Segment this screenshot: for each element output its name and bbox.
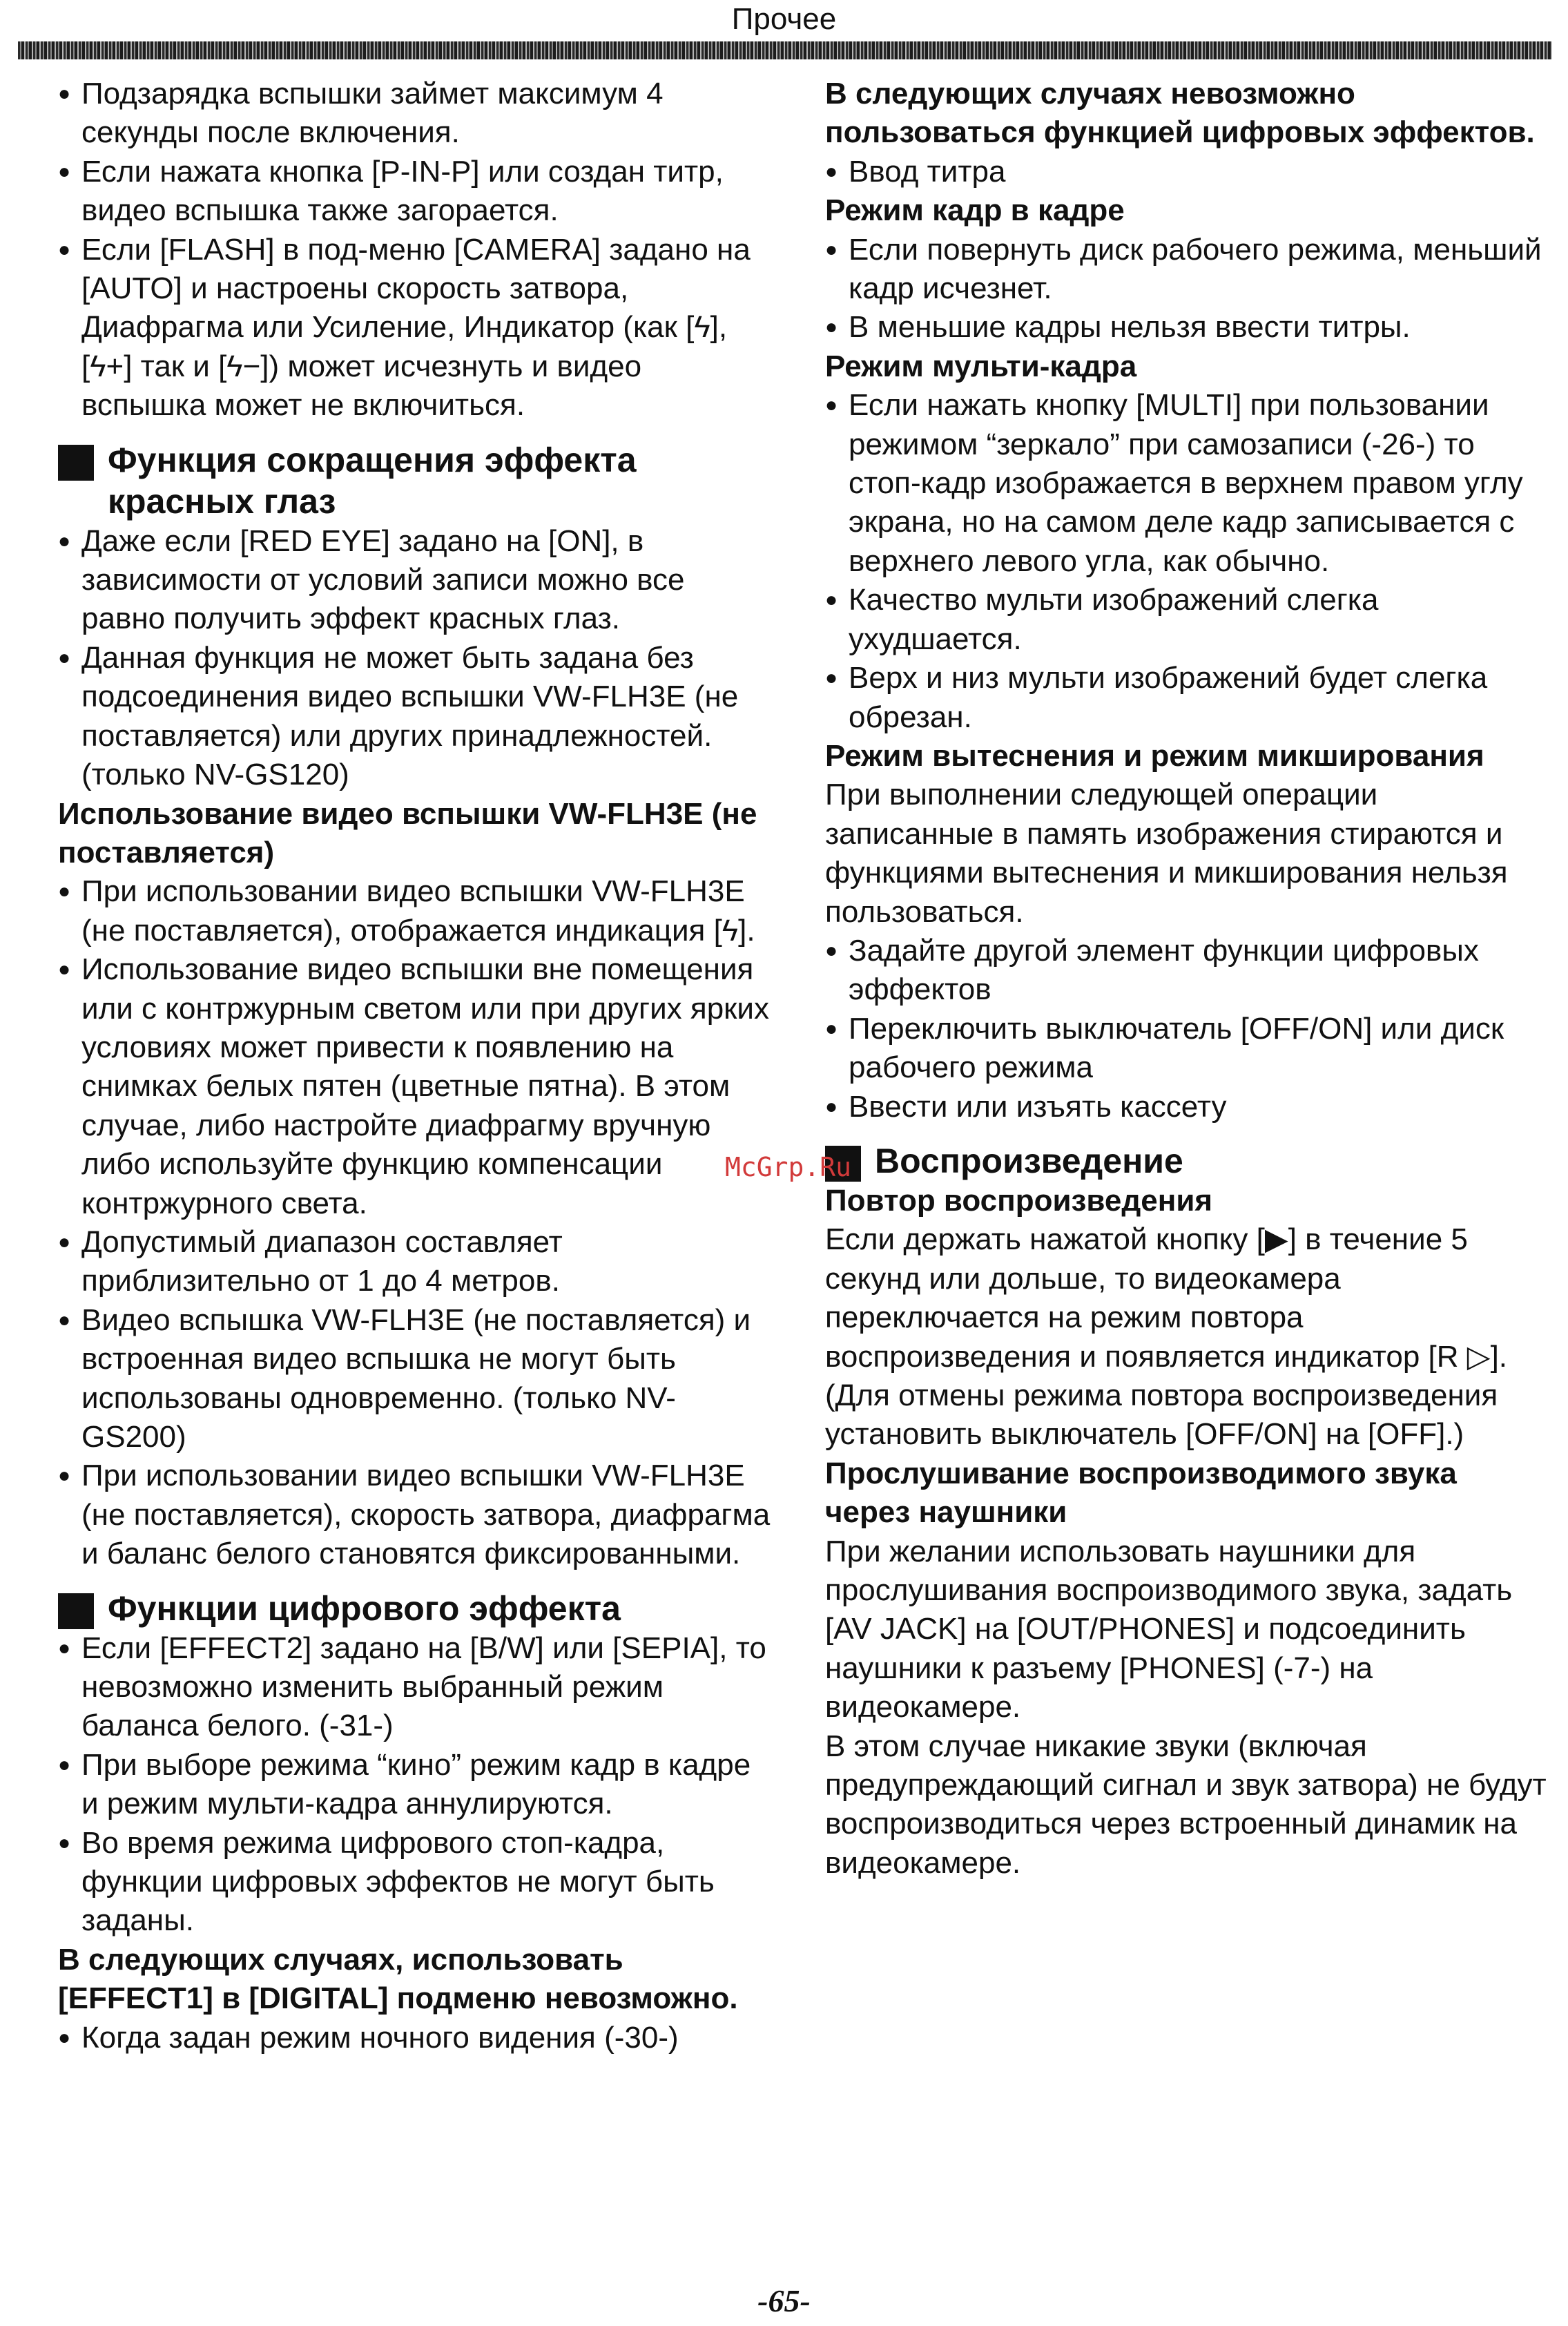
section-heading-text: Воспроизведение — [875, 1141, 1183, 1180]
bullet-item: ● Данная функция не может быть задана без подсоединения видео вспышки VW-FLH3E (не поставляется) или других принадлежностей. (только NV-GS120) — [58, 639, 773, 795]
bullet-item: ● Если нажать кнопку [MULTI] при пользовании режимом “зеркало” при самозаписи (-26-) то стоп-кадр изображается в верхнем правом углу экрана, но на самом деле кадр записывается с верхнего левого угла, как обычно. — [825, 386, 1550, 581]
paragraph: При выполнении следующей операции записанные в память изображения стираются и функциями вытеснения и микширования нельзя пользоваться. — [825, 778, 1508, 929]
section-heading-text: Функции цифрового эффекта — [108, 1588, 621, 1628]
bullet-item: ● Использование видео вспышки вне помещения или с контржурным светом или при других ярких условиях может привести к появлению на снимках белых пятен (цветные пятна). В этом случае, либо настройте диафрагму вручную либо используйте функцию компенсации контржурного света. — [58, 950, 773, 1223]
section-marker-square — [58, 445, 94, 481]
bullet-item: ● Ввод титра — [825, 153, 1550, 191]
bullet-item: ● Верх и низ мульти изображений будет слегка обрезан. — [825, 659, 1550, 737]
bullet-item: ● В меньшие кадры нельзя ввести титры. — [825, 308, 1550, 347]
subheading: Режим кадр в кадре — [825, 193, 1125, 228]
section-heading-digital-effect — [58, 1588, 773, 1629]
header-divider-bar — [18, 41, 1552, 59]
paragraph: Если держать нажатой кнопку [▶] в течение 5 секунд или дольше, то видеокамера переключается на режим повтора воспроизведения и появляется индикатор [R ▷]. (Для отмены режима повтора воспроизведения установить выключатель [OFF/ON] на [OFF].) — [825, 1222, 1508, 1452]
bullet-item: ● Видео вспышка VW-FLH3E (не поставляется) и встроенная видео вспышка не могут быть использованы одновременно. (только NV-GS200) — [58, 1301, 773, 1457]
bullet-item: ● Если [FLASH] в под-меню [CAMERA] задано на [AUTO] и настроены скорость затвора, Диафрагма или Усиление, Индикатор (как [ϟ], [ϟ+] так и [ϟ−]) может исчезнуть и видео вспышка может не включиться. — [58, 231, 773, 425]
paragraph: В этом случае никакие звуки (включая предупреждающий сигнал и звук затвора) не будут воспроизводиться через встроенный динамик на видеокамере. — [825, 1729, 1547, 1880]
bullet-item: ● При использовании видео вспышки VW-FLH3E (не поставляется), скорость затвора, диафрагма и баланс белого становятся фиксированными. — [58, 1457, 773, 1573]
section-heading-playback — [825, 1140, 1550, 1182]
right-column — [825, 75, 1550, 1883]
bullet-item: ● При выборе режима “кино” режим кадр в кадре и режим мульти-кадра аннулируются. — [58, 1746, 773, 1824]
page-number: -65- — [757, 2283, 811, 2318]
section-heading-text: Функция сокращения эффекта красных глаз — [108, 440, 637, 521]
subheading: В следующих случаях невозможно пользоваться функцией цифровых эффектов. — [825, 77, 1535, 150]
paragraph: При желании использовать наушники для прослушивания воспроизводимого звука, задать [AV JACK] на [OUT/PHONES] и подсоединить наушники к разъему [PHONES] (-7-) на видеокамере. — [825, 1534, 1513, 1724]
bullet-item: ● Даже если [RED EYE] задано на [ON], в зависимости от условий записи можно все равно получить эффект красных глаз. — [58, 522, 773, 639]
subheading: Повтор воспроизведения — [825, 1183, 1213, 1218]
subheading: Использование видео вспышки VW-FLH3E (не поставляется) — [58, 796, 757, 869]
bullet-item: ● Переключить выключатель [OFF/ON] или диск рабочего режима — [825, 1010, 1550, 1088]
bullet-item: ● Подзарядка вспышки займет максимум 4 секунды после включения. — [58, 75, 773, 153]
page-header-title: Прочее — [731, 2, 837, 36]
bullet-item: ● При использовании видео вспышки VW-FLH3E (не поставляется), отображается индикация [ϟ]. — [58, 872, 773, 950]
bullet-item: ● Задайте другой элемент функции цифровых эффектов — [825, 932, 1550, 1010]
left-column — [58, 75, 773, 2057]
subheading: В следующих случаях, использовать [EFFECT1] в [DIGITAL] подменю невозможно. — [58, 1942, 738, 2016]
subheading: Режим мульти-кадра — [825, 349, 1137, 383]
subheading: Режим вытеснения и режим микширования — [825, 738, 1484, 773]
bullet-item: ● Допустимый диапазон составляет приблизительно от 1 до 4 метров. — [58, 1223, 773, 1301]
bullet-item: ● Если нажата кнопка [P-IN-P] или создан титр, видео вспышка также загорается. — [58, 153, 773, 231]
subheading: Прослушивание воспроизводимого звука через наушники — [825, 1456, 1457, 1530]
watermark-text: McGrp.Ru — [725, 1152, 852, 1182]
bullet-item: ● Ввести или изъять кассету — [825, 1088, 1550, 1126]
section-marker-square — [58, 1593, 94, 1629]
bullet-item: ● Во время режима цифрового стоп-кадра, функции цифровых эффектов не могут быть заданы. — [58, 1824, 773, 1941]
bullet-item: ● Качество мульти изображений слегка ухудшается. — [825, 581, 1550, 659]
bullet-item: ● Если [EFFECT2] задано на [B/W] или [SEPIA], то невозможно изменить выбранный режим баланса белого. (-31-) — [58, 1629, 773, 1746]
section-heading-red-eye — [58, 439, 773, 522]
bullet-item: ● Когда задан режим ночного видения (-30-) — [58, 2019, 773, 2057]
bullet-item: ● Если повернуть диск рабочего режима, меньший кадр исчезнет. — [825, 231, 1550, 309]
